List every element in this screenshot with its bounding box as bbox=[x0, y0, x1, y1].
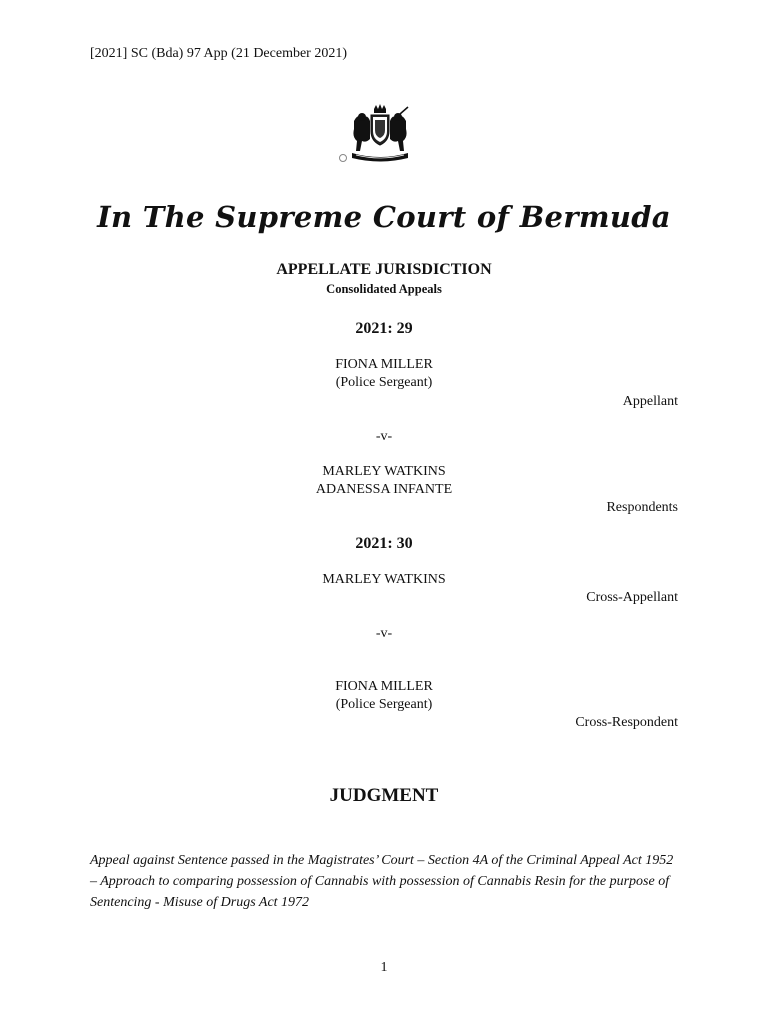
catchwords: Appeal against Sentence passed in the Magistrates’ Court – Section 4A of the Criminal Appeal Act 1952 – Approach to comparing possession of Cannabis with possession of Cannabis Resin for the purpose of Sentencing - Misuse of Drugs Act 1972 bbox=[90, 853, 674, 910]
cross-respondent-role: Cross-Respondent bbox=[575, 715, 678, 730]
respondent-name-2: ADANESSA INFANTE bbox=[315, 482, 453, 497]
respondent-name-1: MARLEY WATKINS bbox=[322, 464, 446, 479]
versus-1: -v- bbox=[375, 429, 393, 444]
small-circle-mark bbox=[339, 154, 347, 162]
case-citation: [2021] SC (Bda) 97 App (21 December 2021) bbox=[90, 46, 348, 61]
appellant-rank: (Police Sergeant) bbox=[335, 375, 433, 390]
respondent-role: Respondents bbox=[606, 500, 678, 515]
case-number-1: 2021: 29 bbox=[355, 320, 413, 337]
cross-appellant-name: MARLEY WATKINS bbox=[322, 572, 446, 587]
royal-coat-of-arms-icon bbox=[340, 103, 420, 165]
versus-2: -v- bbox=[375, 626, 393, 641]
court-title: In The Supreme Court of Bermuda bbox=[97, 200, 671, 234]
consolidated-subheading: Consolidated Appeals bbox=[326, 282, 442, 296]
case-number-2: 2021: 30 bbox=[355, 535, 413, 552]
cross-respondent-name: FIONA MILLER bbox=[335, 679, 433, 694]
jurisdiction-heading: APPELLATE JURISDICTION bbox=[276, 261, 492, 278]
appellant-role: Appellant bbox=[622, 394, 678, 409]
judgment-heading: JUDGMENT bbox=[329, 785, 439, 806]
cross-appellant-role: Cross-Appellant bbox=[586, 590, 678, 605]
page-number: 1 bbox=[380, 960, 388, 975]
appellant-name: FIONA MILLER bbox=[335, 357, 433, 372]
cross-respondent-rank: (Police Sergeant) bbox=[335, 697, 433, 712]
